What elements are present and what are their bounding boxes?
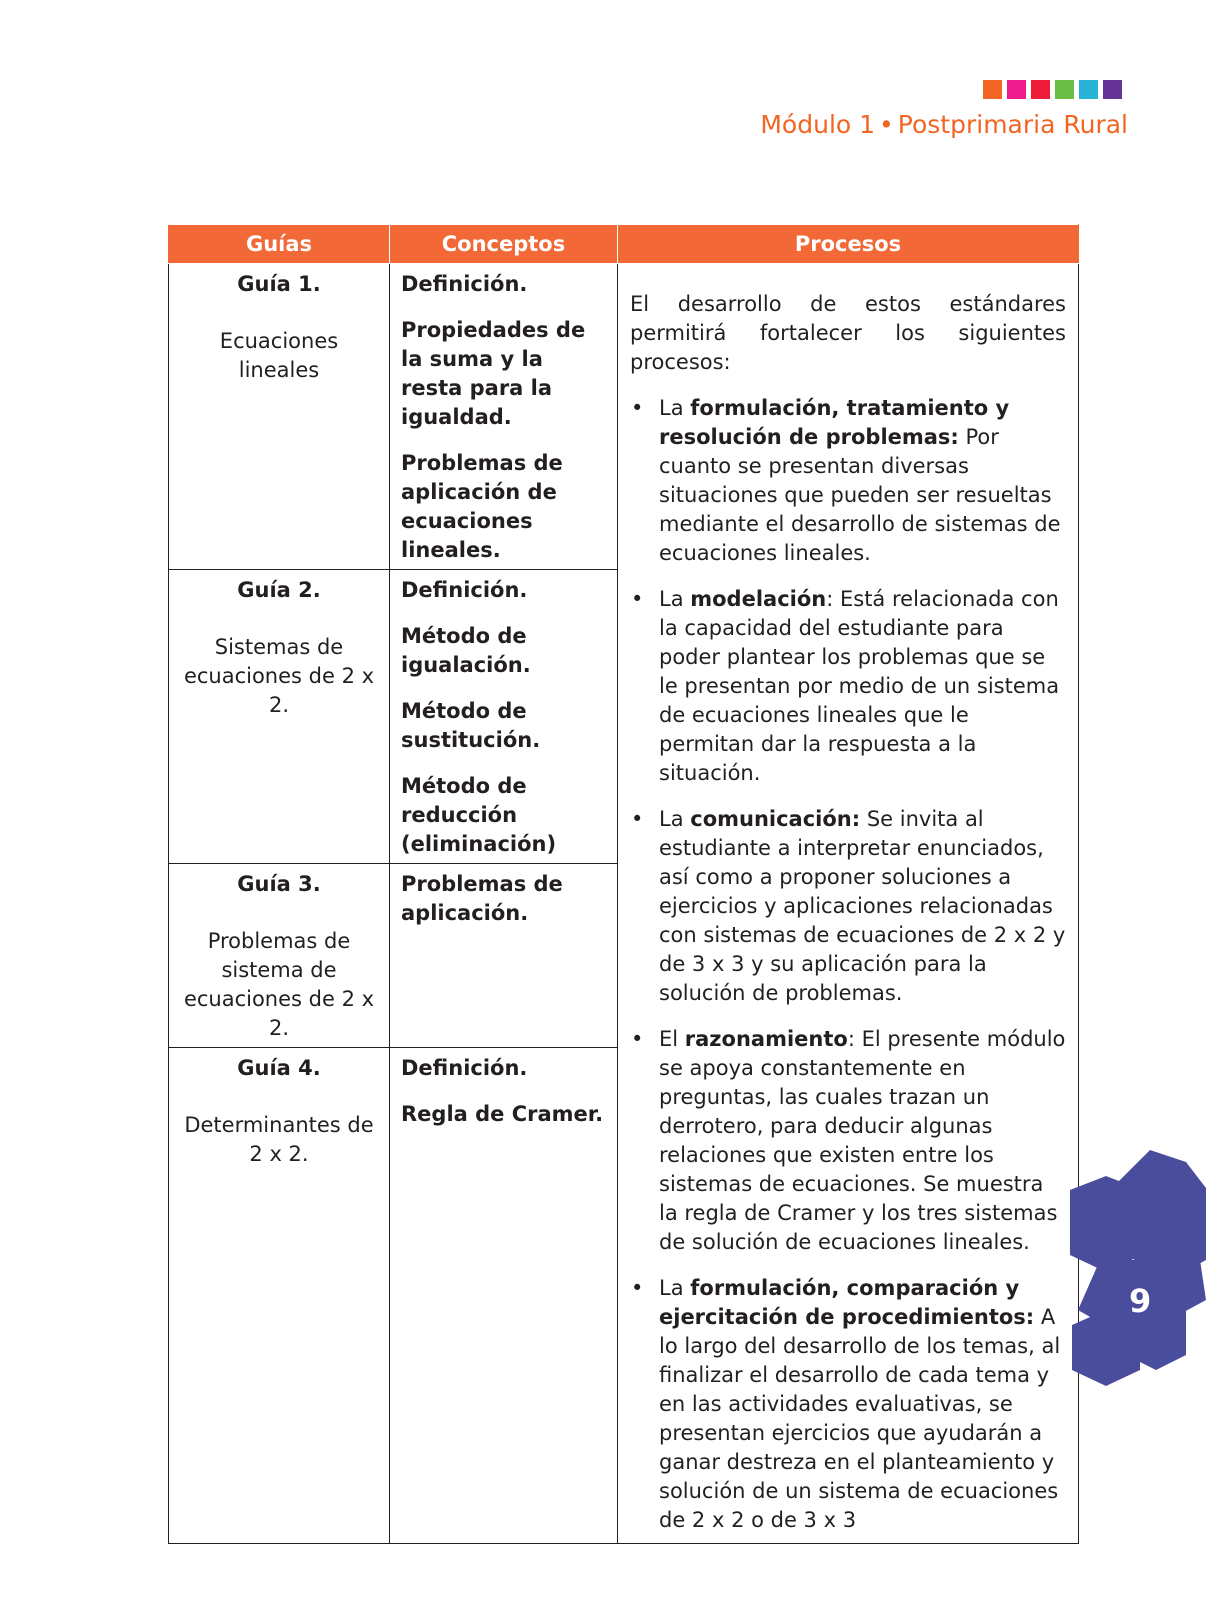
proceso-prefix: La: [659, 807, 691, 831]
guia-cell: [169, 864, 390, 1048]
conceptos-cell: [390, 1048, 618, 1544]
conceptos-cell: [390, 264, 618, 570]
module-label: Módulo 1: [760, 110, 876, 139]
proceso-prefix: La: [659, 587, 691, 611]
guia-title: Guía 3.: [237, 872, 321, 896]
concepto-item: Regla de Cramer.: [401, 1102, 604, 1126]
color-square-green: [1055, 80, 1074, 99]
concepto-item: Definición.: [401, 272, 528, 296]
proceso-item: [630, 805, 1066, 1008]
color-square-purple: [1103, 80, 1122, 99]
program-label: Postprimaria Rural: [897, 110, 1128, 139]
proceso-description: Se invita al estudiante a interpretar enunciados, así como a proponer soluciones a ejercicios y aplicaciones relacionadas con sistemas de ecuaciones de 2 x 2 y de 3 x 3 y su aplicación para la solución de problemas.: [659, 807, 1066, 1005]
proceso-prefix: La: [659, 396, 691, 420]
guia-name: Problemas de sistema de ecuaciones de 2 x 2.: [183, 929, 375, 1040]
table-row-guia-1: [169, 264, 1079, 570]
guia-name: Determinantes de 2 x 2.: [184, 1113, 374, 1166]
guia-cell: [169, 570, 390, 864]
guia-name: Sistemas de ecuaciones de 2 x 2.: [183, 635, 375, 717]
proceso-term: formulación, tratamiento y resolución de problemas:: [659, 396, 1010, 449]
proceso-item: [630, 585, 1066, 788]
guia-title: Guía 1.: [237, 272, 321, 296]
guia-cell: [169, 264, 390, 570]
concepto-item: Definición.: [401, 578, 528, 602]
guia-title: Guía 2.: [237, 578, 321, 602]
color-square-magenta: [1007, 80, 1026, 99]
guia-cell: [169, 1048, 390, 1544]
conceptos-cell: [390, 864, 618, 1048]
standards-table: [168, 224, 1079, 1544]
concepto-item: Problemas de aplicación de ecuaciones lineales.: [401, 451, 563, 562]
proceso-term: comunicación:: [690, 807, 861, 831]
proceso-description: Por cuanto se presentan diversas situaciones que pueden ser resueltas mediante el desarrollo de sistemas de ecuaciones lineales.: [659, 425, 1061, 565]
proceso-description: : Está relacionada con la capacidad del estudiante para poder plantear los problemas que se le presentan por medio de un sistema de ecuaciones lineales que le permitan dar la respuesta a la situación.: [659, 587, 1060, 785]
proceso-description: : El presente módulo se apoya constantemente en preguntas, las cuales trazan un derrotero, para deducir algunas relaciones que existen entre los sistemas de ecuaciones. Se muestra la regla de Cramer y los tres sistemas de solución de ecuaciones lineales.: [659, 1027, 1066, 1254]
proceso-item: [630, 1025, 1066, 1257]
procesos-intro: El desarrollo de estos estándares permitirá fortalecer los siguientes procesos:: [630, 292, 1066, 374]
proceso-prefix: El: [659, 1027, 685, 1051]
proceso-item: [630, 394, 1066, 568]
header-guias: Guías: [169, 225, 390, 264]
proceso-prefix: La: [659, 1276, 691, 1300]
header-separator: •: [879, 110, 894, 139]
proceso-term: formulación, comparación y ejercitación de procedimientos:: [659, 1276, 1035, 1329]
proceso-term: razonamiento: [684, 1027, 848, 1051]
procesos-list: [630, 394, 1066, 1535]
table-header-row: [169, 225, 1079, 264]
proceso-description: A lo largo del desarrollo de los temas, al finalizar el desarrollo de cada tema y en las actividades evaluativas, se presentan ejercicios que ayudarán a ganar destreza en el planteamiento y solución de un sistema de ecuaciones de 2 x 2 o de 3 x 3: [659, 1305, 1061, 1532]
header-color-squares: [983, 80, 1122, 99]
color-square-orange: [983, 80, 1002, 99]
concepto-item: Problemas de aplicación.: [401, 872, 563, 925]
guia-title: Guía 4.: [237, 1056, 321, 1080]
concepto-item: Método de sustitución.: [401, 699, 541, 752]
hexagon-shape: [1070, 1176, 1142, 1272]
proceso-term: modelación: [690, 587, 827, 611]
page-number: 9: [1129, 1282, 1152, 1320]
concepto-item: Propiedades de la suma y la resta para la igualdad.: [401, 318, 586, 429]
header-procesos: Procesos: [618, 225, 1079, 264]
concepto-item: Método de igualación.: [401, 624, 531, 677]
color-square-cyan: [1079, 80, 1098, 99]
hexagon-decoration: [1070, 1150, 1206, 1410]
color-square-red: [1031, 80, 1050, 99]
running-header: [760, 110, 1128, 139]
proceso-item: [630, 1274, 1066, 1535]
conceptos-cell: [390, 570, 618, 864]
concepto-item: Método de reducción (eliminación): [401, 774, 557, 856]
concepto-item: Definición.: [401, 1056, 528, 1080]
guia-name: Ecuaciones lineales: [219, 329, 339, 382]
procesos-cell: [618, 264, 1079, 1544]
header-conceptos: Conceptos: [390, 225, 618, 264]
